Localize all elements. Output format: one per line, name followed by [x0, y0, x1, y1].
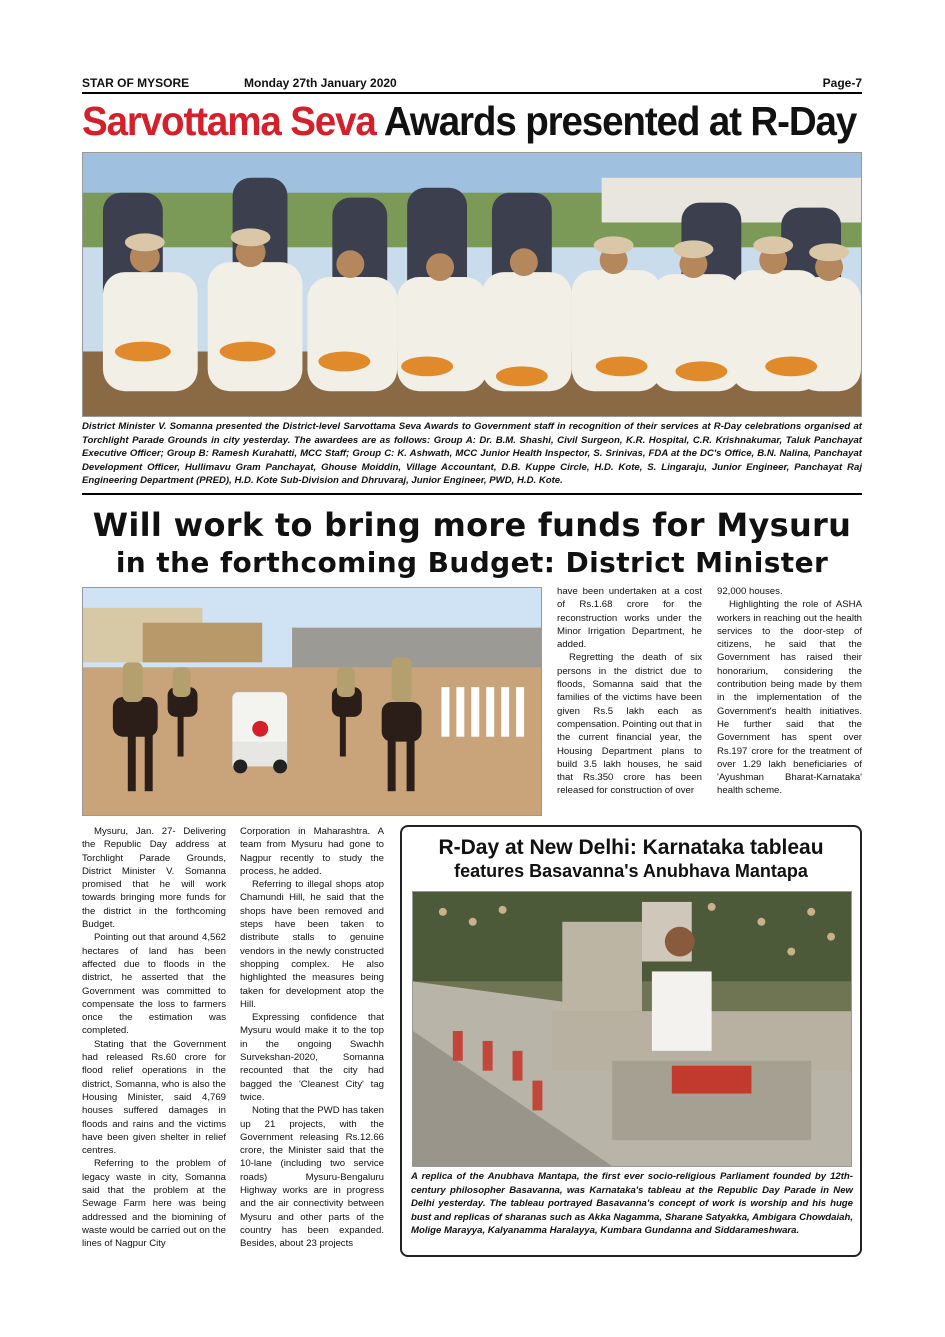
minister-headline [82, 505, 862, 581]
paragraph: Expressing confidence that Mysuru would make it to the top in the ongoing Swachh Survekshan-2020, Somanna recounted that the city had bagged the 'Cleanest City' tag twice. [240, 1012, 384, 1103]
paragraph: Noting that the PWD has taken up 21 projects, with the Government releasing Rs.12.66 crore, the Minister said that the 10-lane (including two service roads) Mysuru-Bengaluru Highway works are in progress and the air connectivity between Mysuru and other parts of the country has been expanded. Besides, about 23 projects [240, 1105, 384, 1250]
awards-headline [82, 98, 857, 148]
masthead [82, 74, 862, 92]
main-story-col-upper-right [717, 585, 862, 798]
main-story-col-upper-mid [557, 585, 702, 798]
awards-photo-caption: District Minister V. Somanna presented the District-level Sarvottama Seva Awards to Government staff in recognition of their services at R-Day celebrations organised at Torchlight Parade Grounds in city yesterday. The awardees are as follows: Group A: Dr. B.M. Shashi, Civil Surgeon, K.R. Hospital, C.R. Krishnakumar, Taluk Panchayat Executive Officer; Group B: Ramesh Kurahatti, MCC Staff; Group C: K. Ashwath, MCC Junior Health Inspector, S. Srinivas, FDA at the DC's Office, B.N. Nalina, Panchayat Development Officer, Hullimavu Gram Panchayat, Ghouse Moiddin, Village Accountant, D.B. Kuppe Circle, H.D. Kote, S. Lingaraju, Junior Engineer, Panchayat Raj Engineering Department (PRED), H.D. Kote Sub-Division and Dhruvaraj, Junior Engineer, PWD, H.D. Kote. [82, 421, 862, 487]
tableau-story-box [400, 825, 862, 1257]
awards-group-photo [82, 152, 862, 417]
header-rule [82, 92, 862, 94]
tableau-photo-caption: A replica of the Anubhava Mantapa, the first ever socio-religious Parliament founded by 12th-century philosopher Basavanna, was Karnataka's tableau at the Republic Day Parade in New Delhi yesterday. The tableau portrayed Basavanna's concept of work is worship and his huge bust and replicas of sharanas such as Akka Nagamma, Sharane Satyakka, Ambigara Chowdaiah, Molige Marayya, Kalyanamma Haralayya, Kumbara Gundanna and Siddarameshwara. [411, 1171, 853, 1237]
minister-headline-line1: Will work to bring more funds for Mysuru [92, 506, 852, 544]
issue-date: Monday 27th January 2020 [244, 76, 397, 90]
awards-headline-rest: Awards presented at R-Day [375, 98, 857, 144]
tableau-headline-line1: R-Day at New Delhi: Karnataka tableau [438, 836, 824, 859]
paragraph: Regretting the death of six persons in the district due to floods, Somanna said that the families of the victims have been given Rs.5 lakh each as compensation. Pointing out that in the current financial year, the Housing Department plans to build 3.5 lakh houses, he said that Rs.350 crore has been released for construction of over [557, 652, 702, 797]
paragraph: 92,000 houses. [717, 586, 783, 597]
paragraph: Stating that the Government had released Rs.60 crore for flood relief operations in the district, Somanna, who is also the Housing Minister, said 4,769 houses suffered damages in floods and rains and the victims have been given shelter in relief centres. [82, 1038, 226, 1157]
paragraph: Corporation in Maharashtra. A team from Mysuru had gone to Nagpur recently to study the process, he added. [240, 826, 384, 877]
parade-photo [82, 587, 542, 816]
main-story-col-lower-mid [240, 825, 384, 1251]
awards-headline-highlight: Sarvottama Seva [82, 98, 376, 144]
paragraph: have been undertaken at a cost of Rs.1.68 crore for the reconstruction works under the Minor Irrigation Department, he added. [557, 586, 702, 651]
section-rule [82, 493, 862, 495]
tableau-headline-line2: features Basavanna's Anubhava Mantapa [454, 861, 808, 881]
paragraph: Referring to the problem of legacy waste in city, Somanna said that the problem at the Sewage Farm here was being addressed and the biomining of waste would be carried out on the lines of Nagpur City [82, 1158, 226, 1250]
paragraph: Mysuru, Jan. 27- Delivering the Republic Day address at Torchlight Parade Grounds, District Minister V. Somanna promised that he will work towards bringing more funds for the district in the forthcoming Budget. [82, 826, 226, 931]
tableau-photo [412, 891, 852, 1167]
page-number: Page-7 [822, 76, 862, 90]
paragraph: Referring to illegal shops atop Chamundi Hill, he said that the shops have been removed and steps have been taken to distribute stalls to genuine vendors in the newly constructed shopping complex. He also highlighted the measures being taken for development atop the Hill. [240, 879, 384, 1010]
minister-headline-line2: in the forthcoming Budget: District Minister [115, 546, 829, 579]
publication-name: STAR OF MYSORE [82, 76, 190, 90]
main-story-col-lower-left [82, 825, 226, 1251]
tableau-headline [402, 835, 860, 883]
paragraph: Highlighting the role of ASHA workers in reaching out the health services to the door-step of citizens, he said that the Government has raised their honorarium, considering the contribution being made by them in the implementation of the Government's health initiatives. He further said that the Government has spent over Rs.197 crore for the treatment of over 1.29 lakh beneficiaries of 'Ayushman Bharat-Karnataka' health scheme. [717, 599, 862, 797]
paragraph: Pointing out that around 4,562 hectares of land has been affected due to floods in the district, he asserted that the Government was committed to compensate the loss to farmers once the estimation was completed. [82, 932, 226, 1037]
